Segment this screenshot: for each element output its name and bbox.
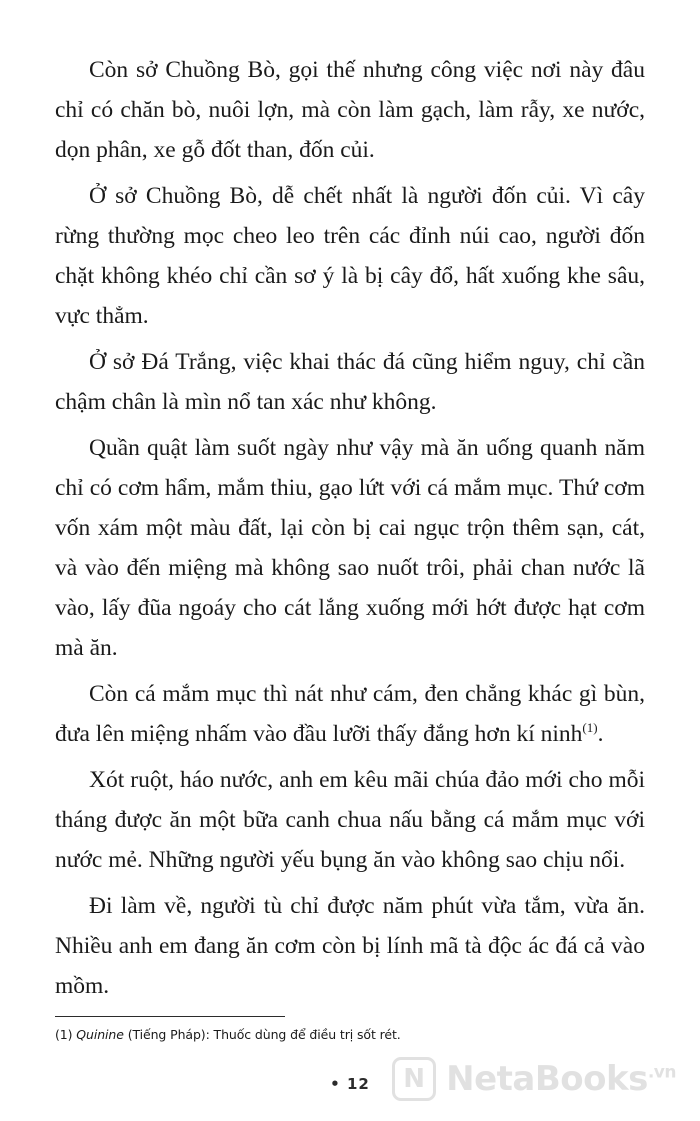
paragraph: Ở sở Chuồng Bò, dễ chết nhất là người đốn củi. Vì cây rừng thường mọc cheo leo trên các đỉnh núi cao, người đốn chặt không khéo chỉ cần sơ ý là bị cây đổ, hất xuống khe sâu, vực thẳm. — [55, 183, 645, 329]
footnote-divider — [55, 1016, 285, 1017]
footnote-area — [55, 1016, 475, 1043]
page-body — [55, 50, 645, 1006]
footnote — [55, 1026, 475, 1043]
watermark-name: NetaBooks — [446, 1059, 648, 1099]
paragraph: Đi làm về, người tù chỉ được năm phút vừa tắm, vừa ăn. Nhiều anh em đang ăn cơm còn bị lính mã tà độc ác đá cả vào mồm. — [55, 893, 645, 999]
paragraph-text: Còn cá mắm mục thì nát như cám, đen chẳng khác gì bùn, đưa lên miệng nhấm vào đầu lưỡi thấy đắng hơn kí ninh — [55, 681, 645, 747]
footnote-marker: (1) — [582, 720, 598, 736]
page-number: • 12 — [330, 1075, 370, 1093]
paragraph-text-tail: . — [597, 721, 604, 747]
paragraph: Còn sở Chuồng Bò, gọi thế nhưng công việc nơi này đâu chỉ có chăn bò, nuôi lợn, mà còn làm gạch, làm rẫy, xe nước, dọn phân, xe gỗ đốt than, đốn củi. — [55, 57, 645, 163]
paragraph: Xót ruột, háo nước, anh em kêu mãi chúa đảo mới cho mỗi tháng được ăn một bữa canh chua nấu bằng cá mắm mục với nước mẻ. Những người yếu bụng ăn vào không sao chịu nổi. — [55, 767, 645, 873]
footnote-body: (Tiếng Pháp): Thuốc dùng để điều trị sốt rét. — [123, 1027, 401, 1042]
watermark-tld: .vn — [647, 1062, 676, 1083]
footnote-number: (1) — [55, 1027, 73, 1042]
logo-letter: N — [403, 1064, 426, 1094]
footnote-term: Quinine — [76, 1027, 124, 1042]
paragraph: Quần quật làm suốt ngày như vậy mà ăn uống quanh năm chỉ có cơm hẩm, mắm thiu, gạo lứt với cá mắm mục. Thứ cơm vốn xám một màu đất, lại còn bị cai ngục trộn thêm sạn, cát, và vào đến miệng mà không sao nuốt trôi, phải chan nước lã vào, lấy đũa ngoáy cho cát lắng xuống mới hớt được hạt cơm mà ăn. — [55, 435, 645, 661]
paragraph: Ở sở Đá Trắng, việc khai thác đá cũng hiểm nguy, chỉ cần chậm chân là mìn nổ tan xác như không. — [55, 349, 645, 415]
paragraph-with-footnote — [55, 674, 645, 754]
